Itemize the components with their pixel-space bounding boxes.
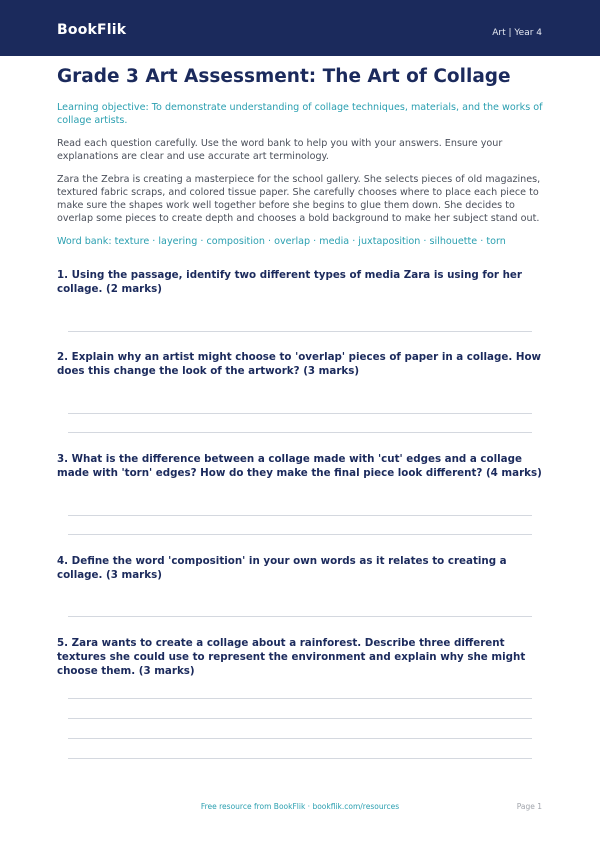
question-1 (57, 268, 543, 296)
reading-passage: Zara the Zebra is creating a masterpiece for the school gallery. She selects pieces of old magazines, textured fabric scraps, and colored tissue paper. She carefully chooses where to place each piece to make sure the shapes work well together before she begins to glue them down. She decides to overlap some pieces to create depth and chooses a bold background to make her subject stand out. (57, 174, 541, 224)
question-4 (57, 554, 543, 582)
answer-line[interactable] (68, 758, 532, 759)
question-2 (57, 350, 543, 378)
question-text: 1. Using the passage, identify two different types of media Zara is using for her collage. (2 marks) (57, 269, 522, 295)
brand-logo[interactable]: BookFlik (57, 22, 127, 38)
question-text: 2. Explain why an artist might choose to 'overlap' pieces of paper in a collage. How does this change the look of the artwork? (3 marks) (57, 351, 542, 377)
answer-line[interactable] (68, 616, 532, 617)
answer-line[interactable] (68, 515, 532, 516)
answer-line[interactable] (68, 331, 532, 332)
page-number: Page 1 (516, 802, 542, 811)
page-title: Grade 3 Art Assessment: The Art of Collage (57, 66, 511, 87)
instructions-text: Read each question carefully. Use the word bank to help you with your answers. Ensure your explanations are clear and use accurate art terminology. (57, 138, 503, 162)
question-3 (57, 452, 543, 480)
question-text: 4. Define the word 'composition' in your own words as it relates to creating a collage. (3 marks) (57, 555, 507, 581)
answer-line[interactable] (68, 413, 532, 414)
answer-line[interactable] (68, 534, 532, 535)
answer-line[interactable] (68, 718, 532, 719)
question-text: 5. Zara wants to create a collage about a rainforest. Describe three different textures she could use to represent the environment and explain why she might choose them. (3 marks) (57, 637, 526, 677)
word-bank: Word bank: texture · layering · composition · overlap · media · juxtaposition · silhouette · torn (57, 236, 506, 247)
answer-line[interactable] (68, 432, 532, 433)
answer-line[interactable] (68, 738, 532, 739)
header-bar (0, 0, 600, 56)
footer-text[interactable]: Free resource from BookFlik · bookflik.com/resources (200, 802, 400, 811)
subject-year-label: Art | Year 4 (492, 28, 542, 38)
question-5 (57, 636, 543, 678)
learning-objective: Learning objective: To demonstrate understanding of collage techniques, materials, and the works of collage artists. (57, 102, 543, 126)
answer-line[interactable] (68, 698, 532, 699)
question-text: 3. What is the difference between a collage made with 'cut' edges and a collage made with 'torn' edges? How do they make the final piece look different? (4 marks) (57, 453, 542, 479)
intro-section (57, 66, 543, 248)
